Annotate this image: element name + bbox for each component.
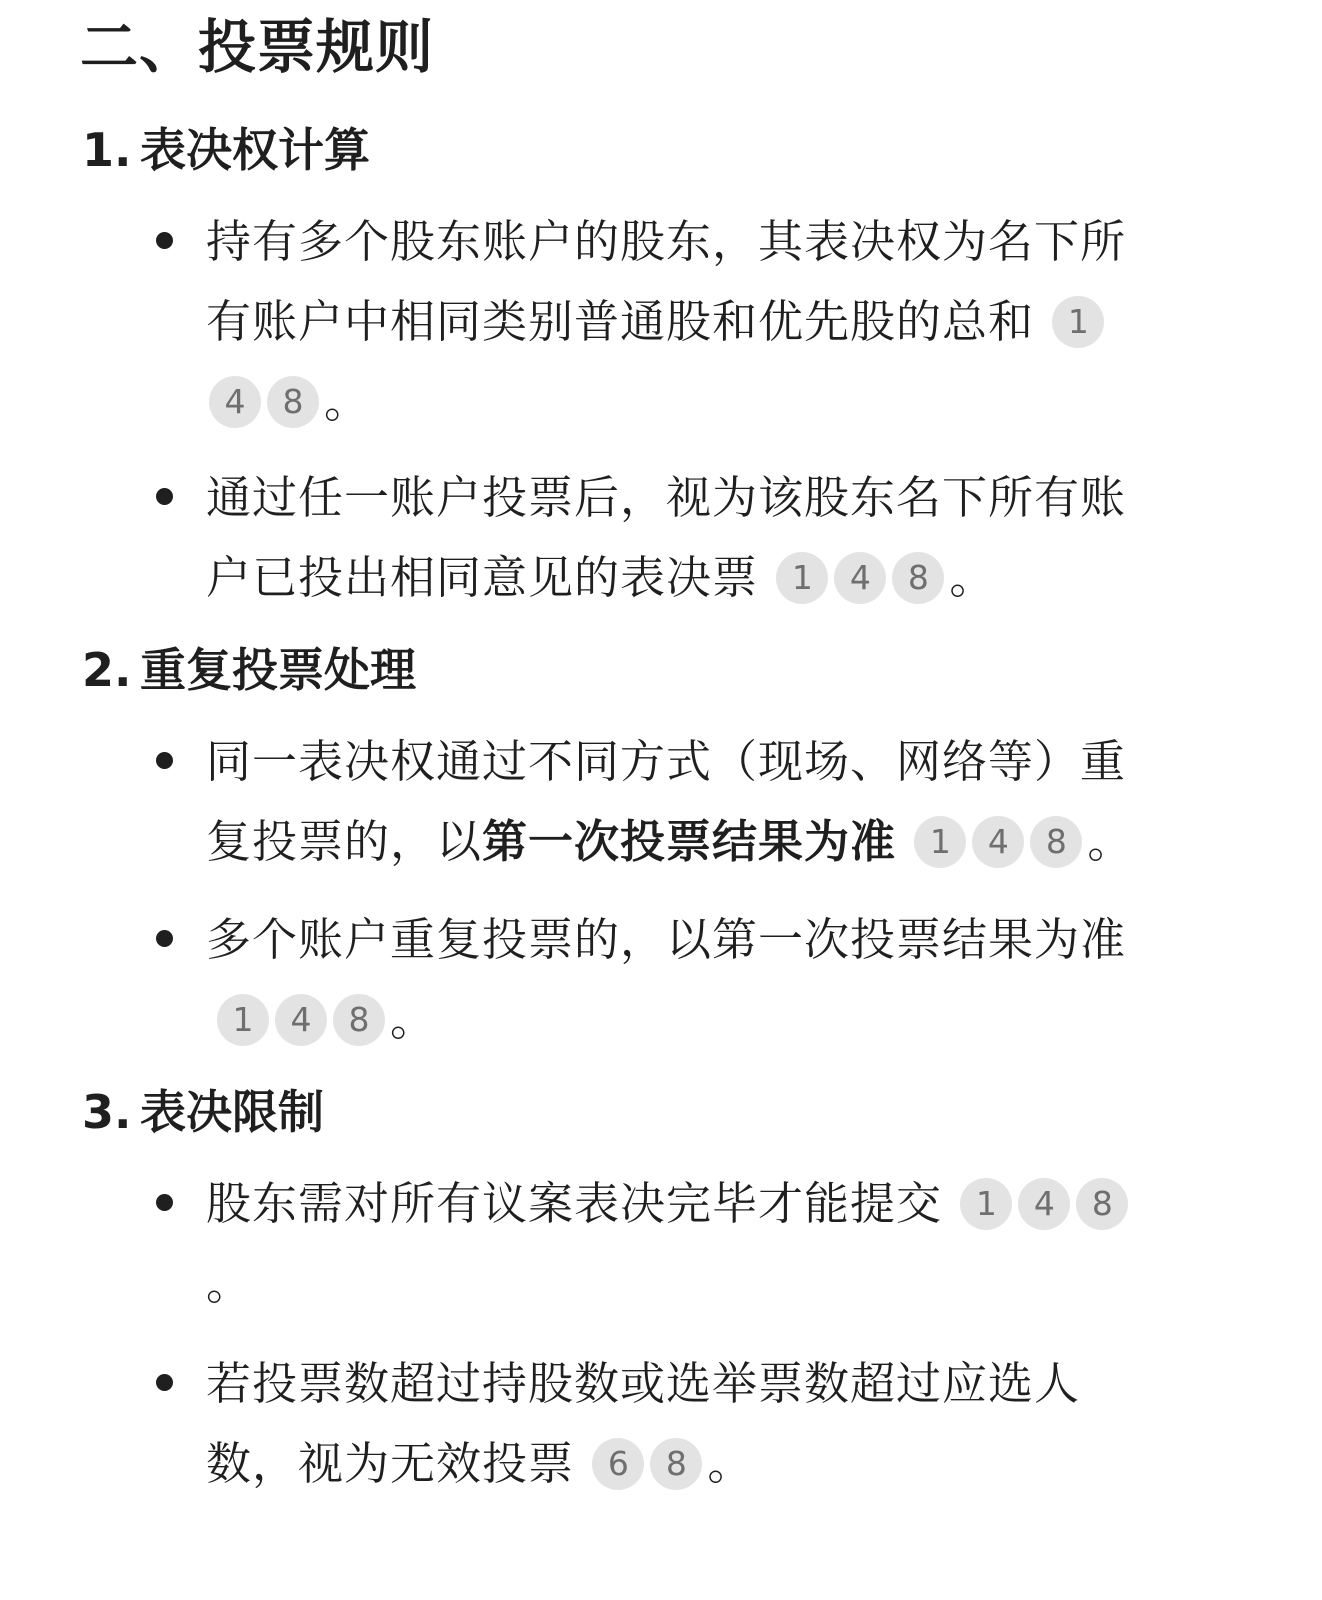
text-line: 若投票数超过持股数或选举票数超过应选人 — [206, 1357, 1081, 1410]
text-line — [206, 282, 1206, 362]
text-line: 多个账户重复投票的，以第一次投票结果为准 — [206, 913, 1127, 966]
bullet-text — [206, 722, 1206, 882]
rule-number: 1. — [82, 123, 132, 177]
text-segment: 有账户中相同类别普通股和优先股的总和 — [206, 295, 1035, 348]
text-line: 通过任一账户投票后，视为该股东名下所有账 — [206, 471, 1127, 524]
bullet-dot — [156, 1194, 173, 1211]
rule-number: 2. — [82, 643, 132, 697]
text-line: 持有多个股东账户的股东，其表决权为名下所 — [206, 215, 1127, 268]
bullet-text — [206, 458, 1206, 618]
citation-badge[interactable]: 4 — [275, 994, 327, 1046]
sentence-end: 。 — [324, 375, 371, 428]
text-line — [206, 538, 1206, 618]
citation-badge[interactable]: 1 — [914, 816, 966, 868]
citation-badge[interactable]: 1 — [1052, 296, 1104, 348]
bullet-text — [206, 202, 1206, 442]
sentence-end: 。 — [390, 993, 437, 1046]
citation-badge[interactable]: 1 — [960, 1178, 1012, 1230]
text-line — [206, 1244, 1206, 1324]
rule-title: 重复投票处理 — [140, 643, 416, 697]
bullet-dot — [156, 1374, 173, 1391]
text-segment: 复投票的，以 — [206, 815, 483, 868]
rule-number: 3. — [82, 1085, 132, 1139]
rule-title: 表决权计算 — [140, 123, 370, 177]
citation-badge[interactable]: 8 — [892, 552, 944, 604]
citation-badge[interactable]: 4 — [972, 816, 1024, 868]
citation-badge[interactable]: 4 — [209, 376, 261, 428]
bullet-dot — [156, 488, 173, 505]
sentence-end: 。 — [1087, 815, 1134, 868]
citation-badge[interactable]: 1 — [776, 552, 828, 604]
citation-badge[interactable]: 1 — [217, 994, 269, 1046]
citation-badge[interactable]: 4 — [834, 552, 886, 604]
citation-badge[interactable]: 8 — [1076, 1178, 1128, 1230]
citation-badge[interactable]: 8 — [267, 376, 319, 428]
sentence-end: 。 — [206, 1257, 253, 1310]
bullet-text — [206, 1164, 1206, 1324]
text-segment: 股东需对所有议案表决完毕才能提交 — [206, 1177, 943, 1230]
text-line — [206, 1164, 1206, 1244]
rule-heading-1 — [82, 120, 370, 180]
sentence-end: 。 — [707, 1437, 754, 1490]
rule-heading-2 — [82, 640, 416, 700]
bullet-dot — [156, 752, 173, 769]
sentence-end: 。 — [949, 551, 996, 604]
text-line — [206, 1424, 1206, 1504]
text-line — [206, 802, 1206, 882]
bullet-dot — [156, 232, 173, 249]
text-line — [206, 980, 1206, 1060]
section-title: 二、投票规则 — [80, 13, 435, 81]
citation-badge[interactable]: 8 — [1030, 816, 1082, 868]
bullet-text — [206, 1344, 1206, 1504]
bullet-text — [206, 900, 1206, 1060]
citation-badge[interactable]: 8 — [333, 994, 385, 1046]
citation-badge[interactable]: 4 — [1018, 1178, 1070, 1230]
rule-heading-3 — [82, 1082, 324, 1142]
emphasis-text: 第一次投票结果为准 — [482, 815, 897, 868]
text-line — [206, 362, 1206, 442]
text-line: 同一表决权通过不同方式（现场、网络等）重 — [206, 735, 1127, 788]
citation-badge[interactable]: 8 — [650, 1438, 702, 1490]
text-segment: 数，视为无效投票 — [206, 1437, 575, 1490]
rule-title: 表决限制 — [140, 1085, 324, 1139]
text-segment: 户已投出相同意见的表决票 — [206, 551, 759, 604]
citation-badge[interactable]: 6 — [592, 1438, 644, 1490]
bullet-dot — [156, 930, 173, 947]
